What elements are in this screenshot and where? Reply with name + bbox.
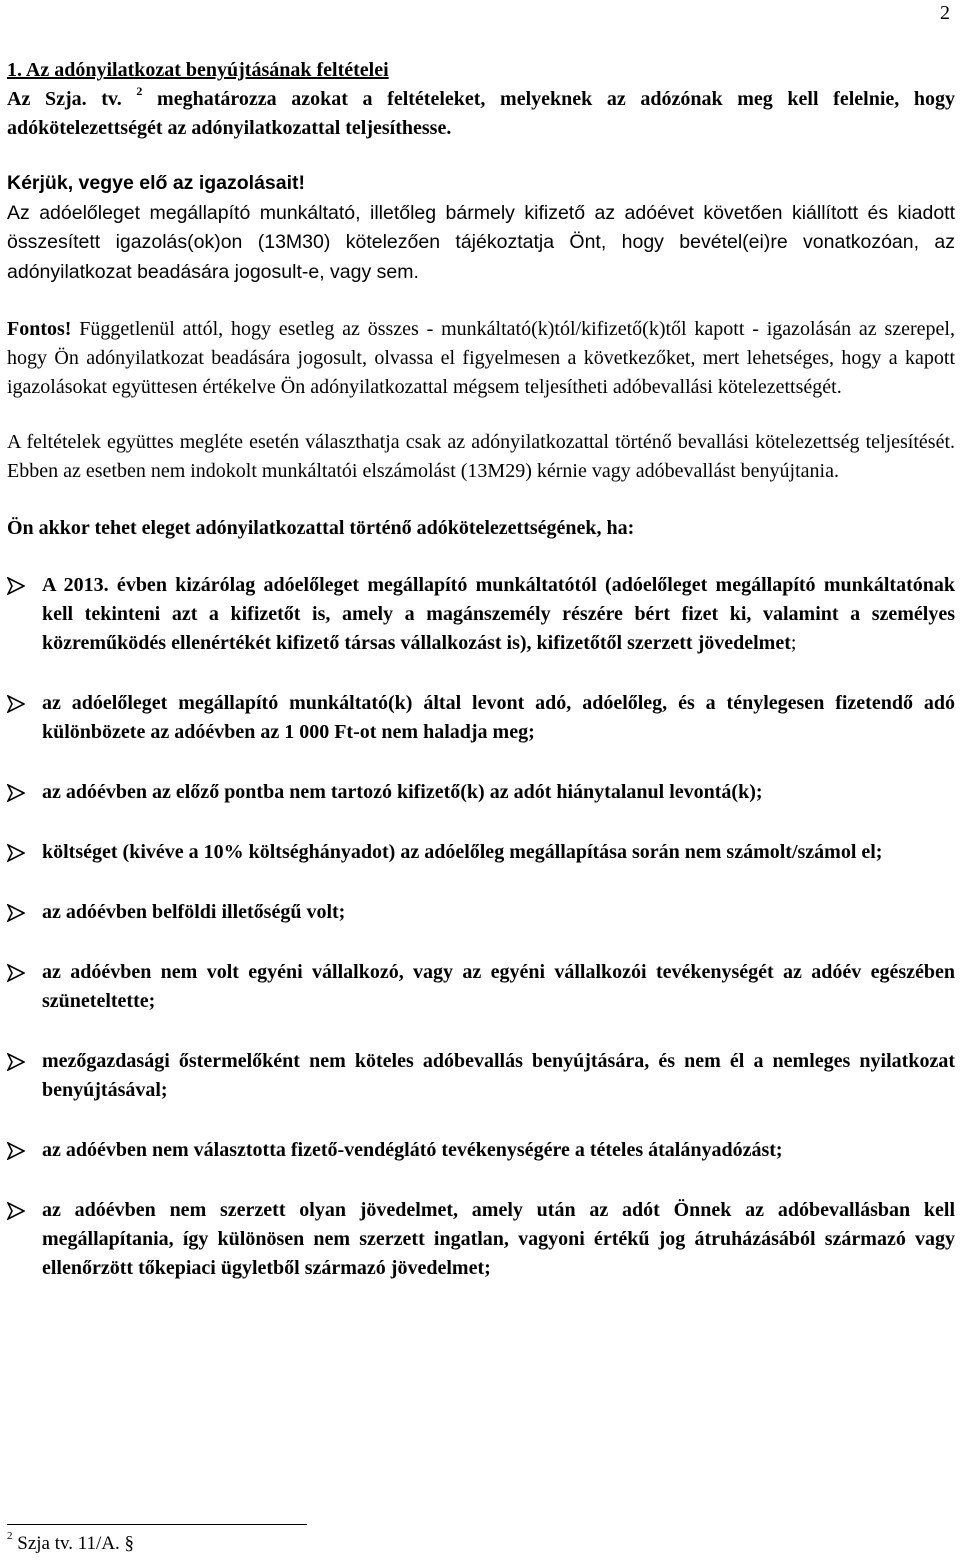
- page-number: 2: [940, 2, 950, 24]
- conditions-list: [7, 571, 955, 1283]
- section-title: 1. Az adónyilatkozat benyújtásának feltételei: [7, 59, 389, 81]
- request-heading: Kérjük, vegye elő az igazolásait!: [7, 172, 306, 194]
- intro-lead: Az Szja. tv.: [7, 88, 122, 110]
- conditions-heading: Ön akkor tehet eleget adónyilatkozattal történő adókötelezettségének, ha:: [7, 517, 635, 539]
- request-paragraph: Az adóelőleget megállapító munkáltató, illetőleg bármely kifizető az adóévet követően kiállított és kiadott összesített igazolás(ok)on (13M30) kötelezően tájékoztatja Önt, hogy bevétel(ei)re vonatkozóan, az adónyilatkozat beadására jogosult-e, vagy sem.: [7, 201, 955, 283]
- choice-paragraph: A feltételek együttes megléte esetén választhatja csak az adónyilatkozattal történő bevallási kötelezettség teljesítését. Ebben az esetben nem indokolt munkáltatói elszámolást (13M29) kérnie vagy adóbevallást benyújtania.: [7, 431, 955, 482]
- condition-text: az adóévben belföldi illetőségű volt;: [42, 901, 346, 923]
- arrow-bullet-icon: [7, 1053, 25, 1071]
- footnote-text: Szja tv. 11/A. §: [12, 1533, 135, 1554]
- footnote-mark: 2: [7, 1529, 13, 1542]
- condition-item: [7, 1196, 955, 1283]
- arrow-bullet-icon: [7, 577, 25, 595]
- arrow-bullet-icon: [7, 964, 25, 982]
- arrow-bullet-icon: [7, 784, 25, 802]
- important-label: Fontos!: [7, 318, 72, 340]
- condition-item: [7, 898, 955, 927]
- condition-text: az adóelőleget megállapító munkáltató(k) által levont adó, adóelőleg, és a ténylegesen fizetendő adó különbözete az adóévben az 1 000 Ft-ot nem haladja meg;: [42, 692, 955, 743]
- condition-item: [7, 689, 955, 747]
- condition-item: [7, 778, 955, 807]
- arrow-bullet-icon: [7, 904, 25, 922]
- condition-item: [7, 1136, 955, 1165]
- condition-text: az adóévben nem szerzett olyan jövedelmet, amely után az adót Önnek az adóbevallásban kell megállapítania, így különösen nem szerzett ingatlan, vagyoni értékű jog átruházásából származó vagy ellenőrzött tőkepiaci ügyletből származó jövedelmet;: [42, 1199, 955, 1279]
- condition-text: mezőgazdasági őstermelőként nem köteles adóbevallás benyújtására, és nem él a nemleges nyilatkozat benyújtásával;: [42, 1050, 955, 1101]
- important-text: Függetlenül attól, hogy esetleg az összes - munkáltató(k)tól/kifizető(k)től kapott - igazolásán az szerepel, hogy Ön adónyilatkozat beadására jogosult, olvassa el figyelmesen a következőket, mert lehetséges, hogy a kapott igazolásokat együttesen értékelve Ön adónyilatkozattal mégsem teljesítheti adóbevallási kötelezettségét.: [7, 318, 955, 398]
- condition-item: [7, 838, 955, 867]
- condition-text: az adóévben nem volt egyéni vállalkozó, vagy az egyéni vállalkozói tevékenységét az adóév egészében szüneteltette;: [42, 961, 955, 1012]
- condition-text: A 2013. évben kizárólag adóelőleget megállapító munkáltatótól (adóelőleget megállapító munkáltatónak kell tekinteni azt a kifizetőt is, amely a magánszemély részére bért fizet ki, valamint a személyes közreműködés ellenértékét kifizető társas vállalkozást is), kifizetőtől szerzett jövedelmet: [42, 574, 955, 654]
- arrow-bullet-icon: [7, 695, 25, 713]
- condition-item: [7, 958, 955, 1016]
- condition-text: az adóévben az előző pontba nem tartozó kifizető(k) az adót hiánytalanul levontá(k);: [42, 781, 763, 803]
- footnote: [7, 1529, 135, 1555]
- condition-item: [7, 1047, 955, 1105]
- document-body: [7, 56, 955, 1314]
- arrow-bullet-icon: [7, 1202, 25, 1220]
- arrow-bullet-icon: [7, 1142, 25, 1160]
- condition-text: költséget (kivéve a 10% költséghányadot) az adóelőleg megállapítása során nem számolt/számol el;: [42, 841, 883, 863]
- intro-paragraph: [7, 85, 955, 143]
- footnote-reference: 2: [136, 84, 143, 99]
- condition-text: az adóévben nem választotta fizető-vendéglátó tevékenységére a tételes átalányadózást;: [42, 1139, 783, 1161]
- arrow-bullet-icon: [7, 844, 25, 862]
- condition-item: A 2013. évben kizárólag adóelőleget megállapító munkáltatótól (adóelőleget megállapító munkáltatónak kell tekinteni azt a kifizetőt is, amely a magánszemély részére bért fizet ki, valamint a személyes közreműködés ellenértékét kifizető társas vállalkozást is), kifizetőtől szerzett jövedelmet;: [7, 571, 955, 658]
- important-paragraph: [7, 315, 955, 402]
- footnote-separator: [7, 1524, 307, 1525]
- intro-text: meghatározza azokat a feltételeket, melyeknek az adózónak meg kell felelnie, hogy adókötelezettségét az adónyilatkozattal teljesíthesse.: [7, 88, 955, 139]
